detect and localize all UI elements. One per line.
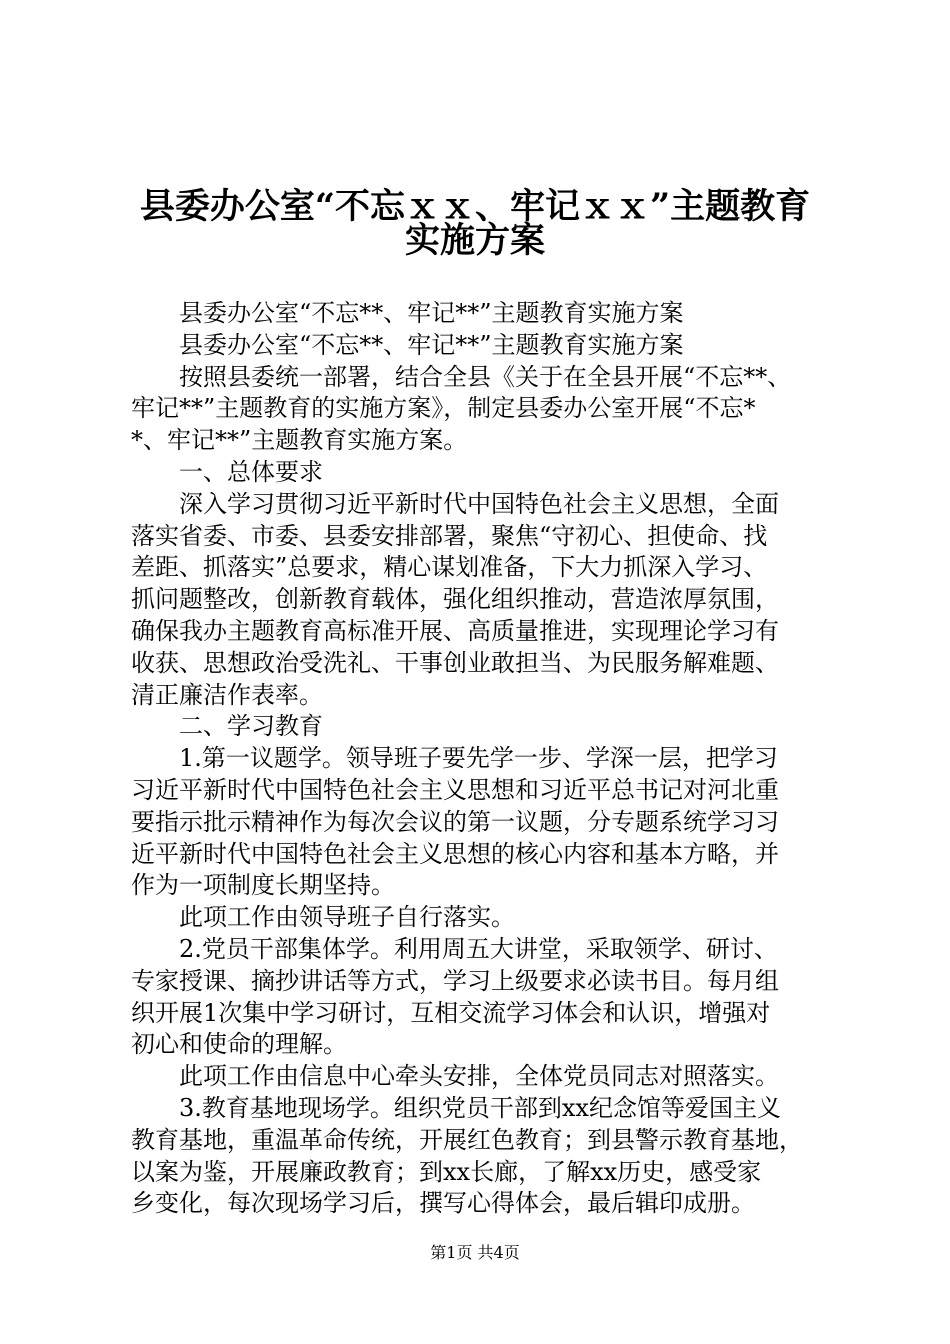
- document-title-line-1: 县委办公室“不忘ｘｘ、牢记ｘｘ”主题教育: [139, 186, 811, 227]
- document-line: 县委办公室“不忘**、牢记**”主题教育实施方案: [179, 299, 684, 327]
- document-line: 1.第一议题学。领导班子要先学一步、学深一层，把学习: [179, 744, 778, 773]
- document-line: 二、学习教育: [179, 712, 323, 741]
- document-line: 确保我办主题教育高标准开展、高质量推进，实现理论学习有: [131, 616, 779, 645]
- document-line: *、牢记**”主题教育实施方案。: [131, 426, 468, 455]
- document-title-line-2: 实施方案: [404, 220, 545, 261]
- document-line: 乡变化，每次现场学习后，撰写心得体会，最后辑印成册。: [131, 1189, 755, 1218]
- document-line: 初心和使命的理解。: [131, 1030, 347, 1059]
- document-line: 近平新时代中国特色社会主义思想的核心内容和基本方略，并: [131, 839, 779, 868]
- document-line: 清正廉洁作表率。: [131, 680, 323, 709]
- document-line: 要指示批示精神作为每次会议的第一议题，分专题系统学习习: [131, 807, 779, 836]
- document-line: 县委办公室“不忘**、牢记**”主题教育实施方案: [179, 330, 684, 359]
- document-line: 落实省委、市委、县委安排部署，聚焦“守初心、担使命、找: [131, 521, 768, 550]
- page-footer: 第1页 共4页: [430, 1243, 520, 1262]
- document-line: 此项工作由信息中心牵头安排，全体党员同志对照落实。: [179, 1062, 779, 1091]
- document-line: 以案为鉴，开展廉政教育；到xx长廊，了解xx历史，感受家: [131, 1157, 762, 1186]
- document-line: 此项工作由领导班子自行落实。: [179, 903, 515, 932]
- document-line: 教育基地，重温革命传统，开展红色教育；到县警示教育基地，: [131, 1125, 803, 1154]
- document-line: 按照县委统一部署，结合全县《关于在全县开展“不忘**、: [179, 362, 792, 391]
- document-line: 织开展1次集中学习研讨，互相交流学习体会和认识，增强对: [131, 998, 771, 1027]
- document-line: 专家授课、摘抄讲话等方式，学习上级要求必读书目。每月组: [131, 966, 779, 995]
- document-line: 差距、抓落实”总要求，精心谋划准备，下大力抓深入学习、: [131, 553, 768, 582]
- document-line: 深入学习贯彻习近平新时代中国特色社会主义思想，全面: [179, 489, 779, 518]
- document-line: 抓问题整改，创新教育载体，强化组织推动，营造浓厚氛围，: [131, 585, 779, 614]
- document-line: 牢记**”主题教育的实施方案》，制定县委办公室开展“不忘*: [131, 394, 756, 423]
- document-line: 收获、思想政治受洗礼、干事创业敢担当、为民服务解难题、: [131, 648, 779, 677]
- document-line: 习近平新时代中国特色社会主义思想和习近平总书记对河北重: [131, 775, 779, 804]
- document-line: 2.党员干部集体学。利用周五大讲堂，采取领学、研讨、: [179, 934, 778, 963]
- document-line: 一、总体要求: [179, 457, 323, 486]
- document-body: [131, 298, 843, 1220]
- document-line: 3.教育基地现场学。组织党员干部到xx纪念馆等爱国主义: [179, 1093, 781, 1122]
- document-line: 作为一项制度长期坚持。: [131, 871, 395, 900]
